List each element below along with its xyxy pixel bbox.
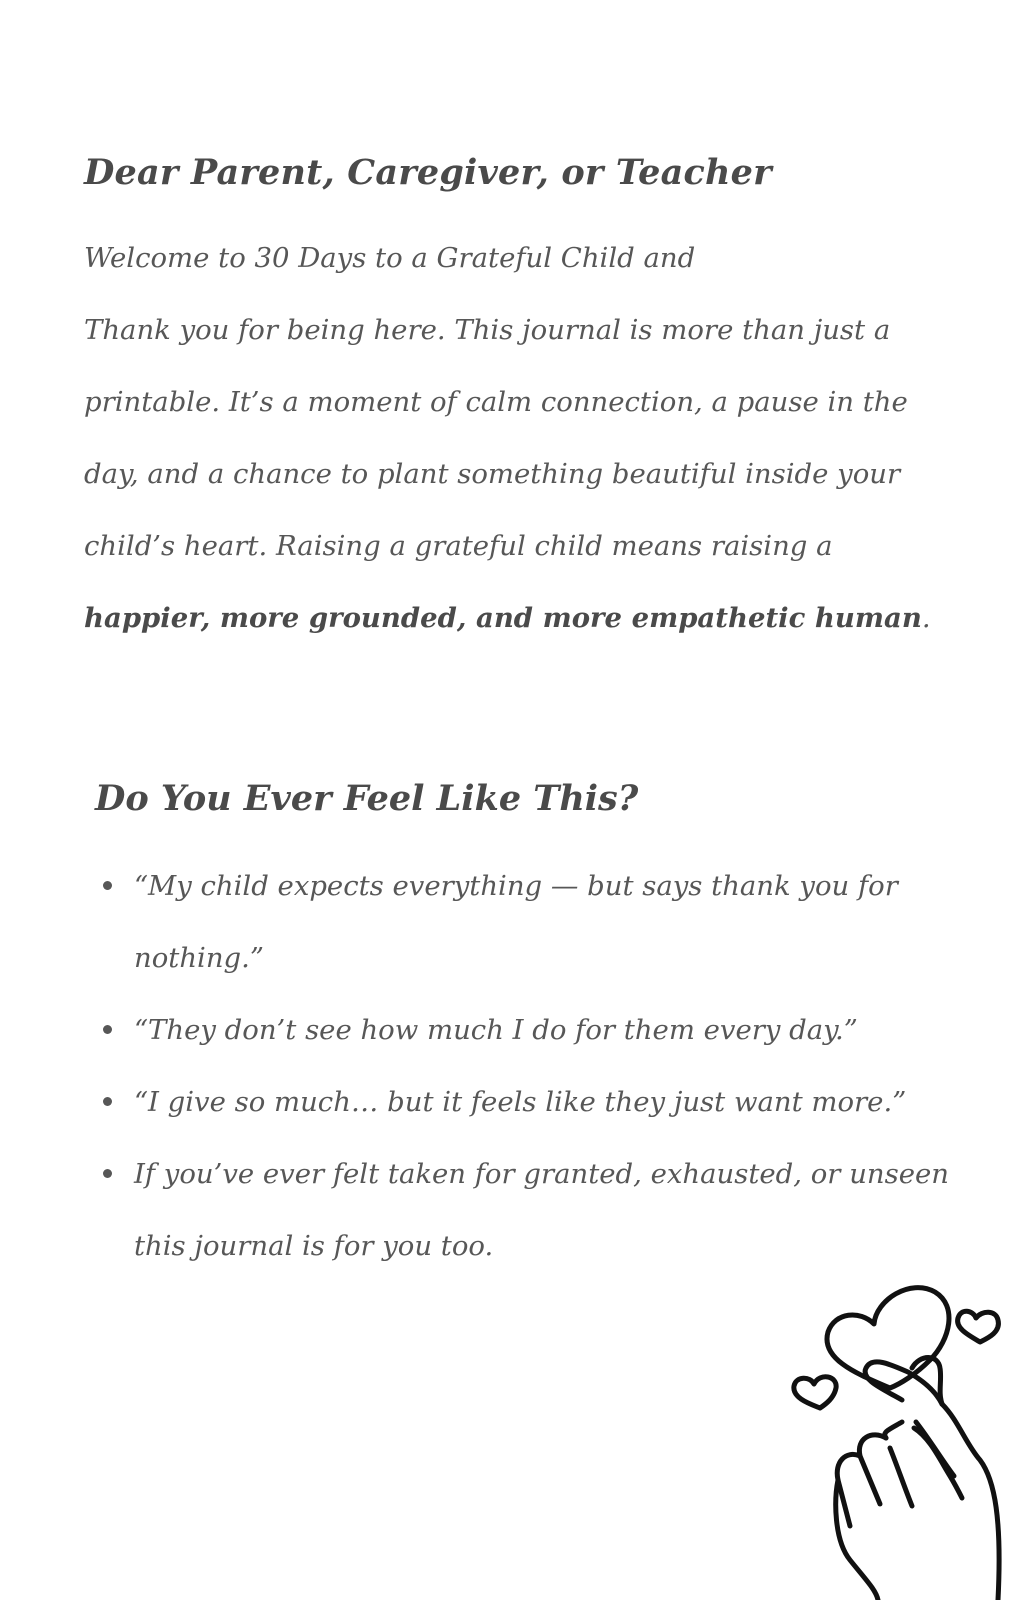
list-item: [134, 850, 954, 994]
intro-line: child’s heart. Raising a grateful child means raising a: [84, 530, 833, 562]
finger-heart-hand-icon: [790, 1280, 1024, 1600]
intro-period: .: [921, 602, 931, 634]
intro-line: printable. It’s a moment of calm connection, a pause in the: [84, 386, 908, 418]
bullet-icon: [103, 1169, 112, 1178]
list-item: [134, 1066, 954, 1138]
list-item-line: “My child expects everything — but says thank you for: [134, 870, 898, 902]
intro-emphasis-line: [84, 582, 944, 654]
intro-paragraph: [84, 222, 944, 654]
bullet-icon: [103, 1025, 112, 1034]
bullet-icon: [103, 881, 112, 890]
list-item-line: If you’ve ever felt taken for granted, exhausted, or unseen: [134, 1158, 949, 1190]
intro-line: Thank you for being here. This journal is more than just a: [84, 314, 891, 346]
list-item-line: nothing.”: [134, 942, 264, 974]
intro-line: day, and a chance to plant something beautiful inside your: [84, 458, 901, 490]
bullet-icon: [103, 1097, 112, 1106]
list-item-line: “They don’t see how much I do for them every day.”: [134, 1014, 858, 1046]
list-item-line: this journal is for you too.: [134, 1230, 494, 1262]
intro-line: Welcome to 30 Days to a Grateful Child and: [84, 242, 696, 274]
list-item-line: “I give so much… but it feels like they just want more.”: [134, 1086, 907, 1118]
list-item: [134, 994, 954, 1066]
feelings-list: [134, 850, 954, 1282]
list-item: [134, 1138, 954, 1282]
intro-emphasis: happier, more grounded, and more empathetic human: [84, 602, 922, 634]
letter-title: Dear Parent, Caregiver, or Teacher: [84, 152, 772, 193]
feelings-title: Do You Ever Feel Like This?: [95, 778, 639, 819]
